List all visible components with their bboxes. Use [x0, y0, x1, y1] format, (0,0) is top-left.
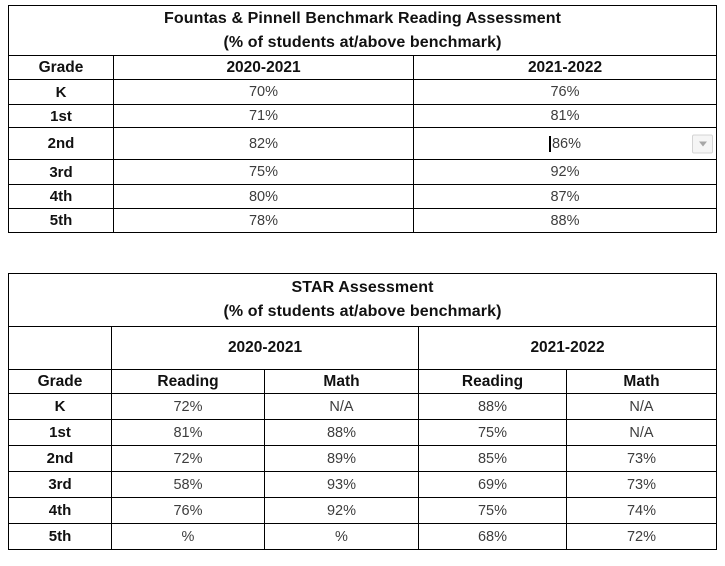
star-row-k: [9, 394, 717, 420]
star-cell-k-math-2021[interactable]: N/A: [567, 394, 717, 420]
fp-cell-k-2020[interactable]: 70%: [114, 80, 414, 105]
fp-cell-2nd-2021-editing[interactable]: [414, 128, 717, 160]
star-grade-5th[interactable]: 5th: [9, 524, 112, 550]
star-cell-k-reading-2021[interactable]: 88%: [419, 394, 567, 420]
star-cell-2nd-math-2020[interactable]: 89%: [265, 446, 419, 472]
fp-cell-1st-2020[interactable]: 71%: [114, 105, 414, 128]
star-cell-4th-math-2021[interactable]: 74%: [567, 498, 717, 524]
star-header-math-2021[interactable]: Math: [567, 370, 717, 394]
fp-grade-2nd[interactable]: 2nd: [9, 128, 114, 160]
star-cell-5th-reading-2020[interactable]: %: [112, 524, 265, 550]
fp-grade-5th[interactable]: 5th: [9, 209, 114, 233]
fp-header-2021-2022[interactable]: 2021-2022: [414, 56, 717, 80]
star-title-line-1: STAR Assessment: [291, 279, 434, 296]
fp-cell-5th-2020[interactable]: 78%: [114, 209, 414, 233]
fp-title-row: [9, 6, 717, 56]
star-cell-3rd-reading-2020[interactable]: 58%: [112, 472, 265, 498]
star-header-math-2020[interactable]: Math: [265, 370, 419, 394]
star-cell-1st-math-2020[interactable]: 88%: [265, 420, 419, 446]
fp-row-5th: [9, 209, 717, 233]
star-cell-k-reading-2020[interactable]: 72%: [112, 394, 265, 420]
star-cell-4th-reading-2021[interactable]: 75%: [419, 498, 567, 524]
star-grade-4th[interactable]: 4th: [9, 498, 112, 524]
star-cell-k-math-2020[interactable]: N/A: [265, 394, 419, 420]
star-cell-3rd-math-2021[interactable]: 73%: [567, 472, 717, 498]
fp-row-2nd: [9, 128, 717, 160]
star-cell-4th-math-2020[interactable]: 92%: [265, 498, 419, 524]
star-cell-3rd-math-2020[interactable]: 93%: [265, 472, 419, 498]
star-year-2021-2022[interactable]: 2021-2022: [419, 327, 717, 370]
fp-cell-3rd-2020[interactable]: 75%: [114, 160, 414, 185]
star-grade-k[interactable]: K: [9, 394, 112, 420]
fp-grade-k[interactable]: K: [9, 80, 114, 105]
fp-title-line-2: (% of students at/above benchmark): [223, 33, 502, 51]
fp-cell-2nd-2020[interactable]: 82%: [114, 128, 414, 160]
cell-dropdown-button[interactable]: [692, 134, 713, 153]
fp-editing-value: 86%: [551, 135, 582, 152]
fp-header-row: [9, 56, 717, 80]
star-row-1st: [9, 420, 717, 446]
star-cell-2nd-reading-2021[interactable]: 85%: [419, 446, 567, 472]
star-cell-4th-reading-2020[interactable]: 76%: [112, 498, 265, 524]
fp-cell-3rd-2021[interactable]: 92%: [414, 160, 717, 185]
fp-cell-4th-2020[interactable]: 80%: [114, 185, 414, 209]
star-row-3rd: [9, 472, 717, 498]
star-assessment-table: [8, 273, 717, 550]
fp-header-2020-2021[interactable]: 2020-2021: [114, 56, 414, 80]
star-title-line-2: (% of students at/above benchmark): [223, 303, 502, 320]
star-cell-5th-math-2021[interactable]: 72%: [567, 524, 717, 550]
star-cell-1st-reading-2021[interactable]: 75%: [419, 420, 567, 446]
fp-row-3rd: [9, 160, 717, 185]
star-cell-5th-math-2020[interactable]: %: [265, 524, 419, 550]
fp-grade-1st[interactable]: 1st: [9, 105, 114, 128]
fp-grade-4th[interactable]: 4th: [9, 185, 114, 209]
fp-grade-3rd[interactable]: 3rd: [9, 160, 114, 185]
fp-title-line-1: Fountas & Pinnell Benchmark Reading Assessment: [164, 9, 561, 27]
star-row-5th: [9, 524, 717, 550]
star-table-title[interactable]: [9, 274, 717, 327]
star-subheader-row: [9, 370, 717, 394]
fp-row-1st: [9, 105, 717, 128]
star-year-2020-2021[interactable]: 2020-2021: [112, 327, 419, 370]
star-grade-2nd[interactable]: 2nd: [9, 446, 112, 472]
fp-header-grade[interactable]: Grade: [9, 56, 114, 80]
star-header-reading-2021[interactable]: Reading: [419, 370, 567, 394]
star-cell-5th-reading-2021[interactable]: 68%: [419, 524, 567, 550]
star-grade-1st[interactable]: 1st: [9, 420, 112, 446]
star-year-empty-cell[interactable]: [9, 327, 112, 370]
fp-cell-1st-2021[interactable]: 81%: [414, 105, 717, 128]
fp-table-title[interactable]: [9, 6, 717, 56]
star-cell-3rd-reading-2021[interactable]: 69%: [419, 472, 567, 498]
fp-row-k: [9, 80, 717, 105]
text-cursor: [549, 136, 551, 152]
star-row-4th: [9, 498, 717, 524]
star-cell-1st-math-2021[interactable]: N/A: [567, 420, 717, 446]
star-grade-3rd[interactable]: 3rd: [9, 472, 112, 498]
star-cell-1st-reading-2020[interactable]: 81%: [112, 420, 265, 446]
fp-cell-5th-2021[interactable]: 88%: [414, 209, 717, 233]
fp-cell-k-2021[interactable]: 76%: [414, 80, 717, 105]
star-cell-2nd-math-2021[interactable]: 73%: [567, 446, 717, 472]
star-row-2nd: [9, 446, 717, 472]
dropdown-arrow-icon: [699, 141, 707, 146]
star-year-header-row: [9, 327, 717, 370]
fountas-pinnell-table: [8, 5, 717, 233]
fp-row-4th: [9, 185, 717, 209]
star-header-reading-2020[interactable]: Reading: [112, 370, 265, 394]
star-title-row: [9, 274, 717, 327]
star-header-grade[interactable]: Grade: [9, 370, 112, 394]
fp-cell-4th-2021[interactable]: 87%: [414, 185, 717, 209]
star-cell-2nd-reading-2020[interactable]: 72%: [112, 446, 265, 472]
